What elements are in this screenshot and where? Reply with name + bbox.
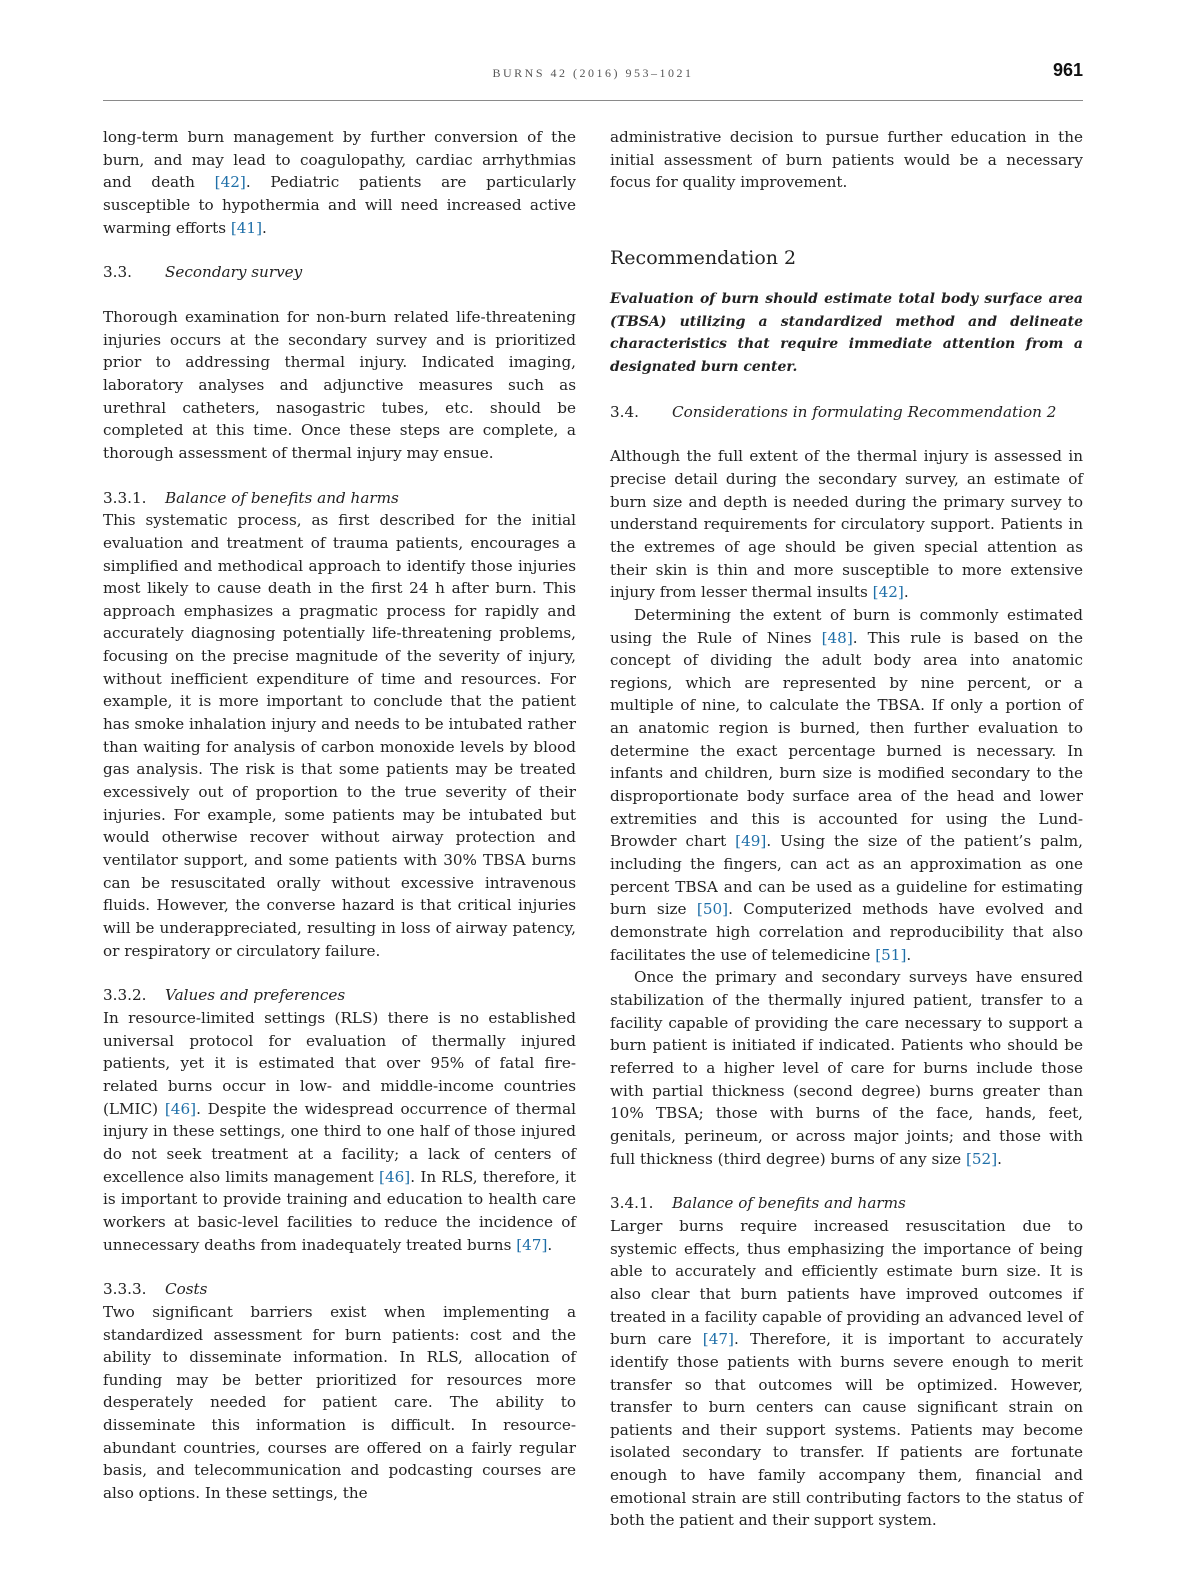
page-number: 961 <box>1052 60 1083 80</box>
text-run: . Despite the widespread occurrence of thermal injury in these settings, one third to one half of those injured do not seek treatment at a facility; a lack of centers of excellence also limits management <box>103 1099 576 1186</box>
subsection-title: Values and preferences <box>165 986 346 1005</box>
paragraph <box>610 604 1083 967</box>
text-run: long-term burn management by further conversion of the burn, and may lead to coagulopathy, cardiac arrhythmias and death <box>103 128 576 192</box>
citation-link[interactable]: [46] <box>164 1099 197 1118</box>
recommendation-text: Evaluation of burn should estimate total body surface area (TBSA) utilizing a standardized method and delineate characteristics that require immediate attention from a designated burn center. <box>610 290 1083 375</box>
right-column <box>610 126 1083 1532</box>
paragraph <box>103 1007 576 1256</box>
text-run: . Using the size of the patient’s palm, including the fingers, can act as an approximation as one percent TBSA and can be used as a guideline for estimating burn size <box>610 832 1083 919</box>
text-run: . <box>997 1149 1002 1168</box>
citation-link[interactable]: [42] <box>872 583 904 602</box>
section-heading-3-3 <box>103 261 576 284</box>
paragraph <box>610 445 1083 604</box>
subsection-heading-3-3-2 <box>103 984 576 1007</box>
section-number: 3.4. <box>610 402 639 421</box>
subsection-number: 3.3.2. <box>103 986 147 1005</box>
subsection-number: 3.3.3. <box>103 1280 147 1299</box>
citation-link[interactable]: [52] <box>965 1149 998 1168</box>
recommendation-heading: Recommendation 2 <box>610 246 797 269</box>
text-run: Although the full extent of the thermal injury is assessed in precise detail during the secondary survey, an estimate of burn size and depth is needed during the primary survey to understand requirements for circulatory support. Patients in the extremes of age should be given special attention as their skin is thin and more susceptible to more extensive injury from lesser thermal insults <box>610 447 1083 602</box>
citation-link[interactable]: [48] <box>821 628 853 647</box>
citation-link[interactable]: [47] <box>702 1330 734 1349</box>
text-run: Determining the extent of burn is commonly estimated using the Rule of Nines <box>610 605 1083 647</box>
subsection-title: Balance of benefits and harms <box>165 488 399 507</box>
citation-link[interactable]: [49] <box>735 832 767 851</box>
left-column <box>103 126 576 1505</box>
text-run: . <box>547 1235 553 1254</box>
subsection-heading-3-3-1 <box>103 487 576 510</box>
subsection-heading-3-4-1 <box>610 1192 1083 1215</box>
paragraph: administrative decision to pursue further education in the initial assessment of burn patients would be a necessary focus for quality improvement. <box>610 128 1083 192</box>
citation-link[interactable]: [46] <box>379 1167 411 1186</box>
paragraph: Thorough examination for non-burn related life-threatening injuries occurs at the secondary survey and is prioritized prior to addressing thermal injury. Indicated imaging, laboratory analyses and adjunctive measures such as urethral catheters, nasogastric tubes, etc. should be completed at this time. Once these steps are complete, a thorough assessment of thermal injury may ensue. <box>103 307 576 462</box>
paragraph <box>610 966 1083 1170</box>
paragraph <box>610 1215 1083 1532</box>
section-number: 3.3. <box>103 263 132 282</box>
text-run: Once the primary and secondary surveys have ensured stabilization of the thermally injured patient, transfer to a facility capable of providing the care necessary to support a burn patient is initiated if indicated. Patients who should be referred to a higher level of care for burns include those with partial thickness (second degree) burns greater than 10% TBSA; those with burns of the face, hands, feet, genitals, perineum, or across major joints; and those with full thickness (third degree) burns of any size <box>610 968 1083 1168</box>
section-heading-3-4 <box>610 401 1083 424</box>
text-run: . In RLS, therefore, it is important to provide training and education to health care workers at basic-level facilities to reduce the incidence of unnecessary deaths from inadequately treated burns <box>103 1167 576 1254</box>
citation-link[interactable]: [47] <box>516 1235 548 1254</box>
section-title: Considerations in formulating Recommendation 2 <box>672 402 1057 421</box>
running-header <box>103 56 1083 101</box>
subsection-number: 3.3.1. <box>103 488 147 507</box>
section-title: Secondary survey <box>165 263 303 282</box>
text-run: . Computerized methods have evolved and demonstrate high correlation and reproducibility that also facilitates the use of telemedicine <box>610 900 1083 964</box>
text-run: Larger burns require increased resuscitation due to systemic effects, thus emphasizing the importance of being able to accurately and efficiently estimate burn size. It is also clear that burn patients have improved outcomes if treated in a facility capable of providing an advanced level of burn care <box>610 1216 1083 1349</box>
citation-link[interactable]: [50] <box>696 900 729 919</box>
text-run: . <box>262 218 267 237</box>
paragraph <box>103 126 576 239</box>
text-run: . Therefore, it is important to accurately identify those patients with burns severe enough to merit transfer so that outcomes will be optimized. However, transfer to burn centers can cause significant strain on patients and their support systems. Patients may become isolated secondary to transfer. If patients are fortunate enough to have family accompany them, financial and emotional strain are still contributing factors to the status of both the patient and their support system. <box>610 1330 1084 1530</box>
text-run: In resource-limited settings (RLS) there is no established universal protocol for evaluation of thermally injured patients, yet it is estimated that over 95% of fatal fire-related burns occur in low- and middle-income countries (LMIC) <box>103 1008 576 1118</box>
text-run: . This rule is based on the concept of dividing the adult body area into anatomic regions, which are represented by nine percent, or a multiple of nine, to calculate the TBSA. If only a portion of an anatomic region is burned, then further evaluation to determine the exact percentage burned is necessary. In infants and children, burn size is modified secondary to the disproportionate body surface area of the head and lower extremities and this is accounted for using the Lund-Browder chart <box>610 628 1084 851</box>
citation-link[interactable]: [51] <box>875 945 907 964</box>
paragraph: This systematic process, as first described for the initial evaluation and treatment of trauma patients, encourages a simplified and methodical approach to identify those injuries most likely to cause death in the first 24 h after burn. This approach emphasizes a pragmatic process for rapidly and accurately diagnosing potentially life-threatening problems, focusing on the precise magnitude of the severity of injury, without inefficient expenditure of time and resources. For example, it is more important to conclude that the patient has smoke inhalation injury and needs to be intubated rather than waiting for analysis of carbon monoxide levels by blood gas analysis. The risk is that some patients may be treated excessively out of proportion to the true severity of their injuries. For example, some patients may be intubated but would otherwise recover without airway protection and ventilator support, and some patients with 30% TBSA burns can be resuscitated orally without excessive intravenous fluids. However, the converse hazard is that critical injuries will be underappreciated, resulting in loss of airway patency, or respiratory or circulatory failure. <box>103 511 576 960</box>
journal-citation: BURNS 42 (2016) 953–1021 <box>492 66 694 80</box>
subsection-heading-3-3-3 <box>103 1278 576 1301</box>
subsection-title: Balance of benefits and harms <box>672 1194 906 1213</box>
subsection-title: Costs <box>165 1280 208 1299</box>
citation-link[interactable]: [41] <box>230 218 262 237</box>
paragraph: Two significant barriers exist when implementing a standardized assessment for burn patients: cost and the ability to disseminate information. In RLS, allocation of funding may be better prioritized for resources more desperately needed for patient care. The ability to disseminate this information is difficult. In resource-abundant countries, courses are offered on a fairly regular basis, and telecommunication and podcasting courses are also options. In these settings, the <box>103 1302 576 1503</box>
text-run: . <box>903 583 909 602</box>
citation-link[interactable]: [42] <box>214 173 246 192</box>
text-run: . <box>906 945 912 964</box>
text-run: . Pediatric patients are particularly susceptible to hypothermia and will need increased active warming efforts <box>103 173 576 237</box>
subsection-number: 3.4.1. <box>610 1194 654 1213</box>
